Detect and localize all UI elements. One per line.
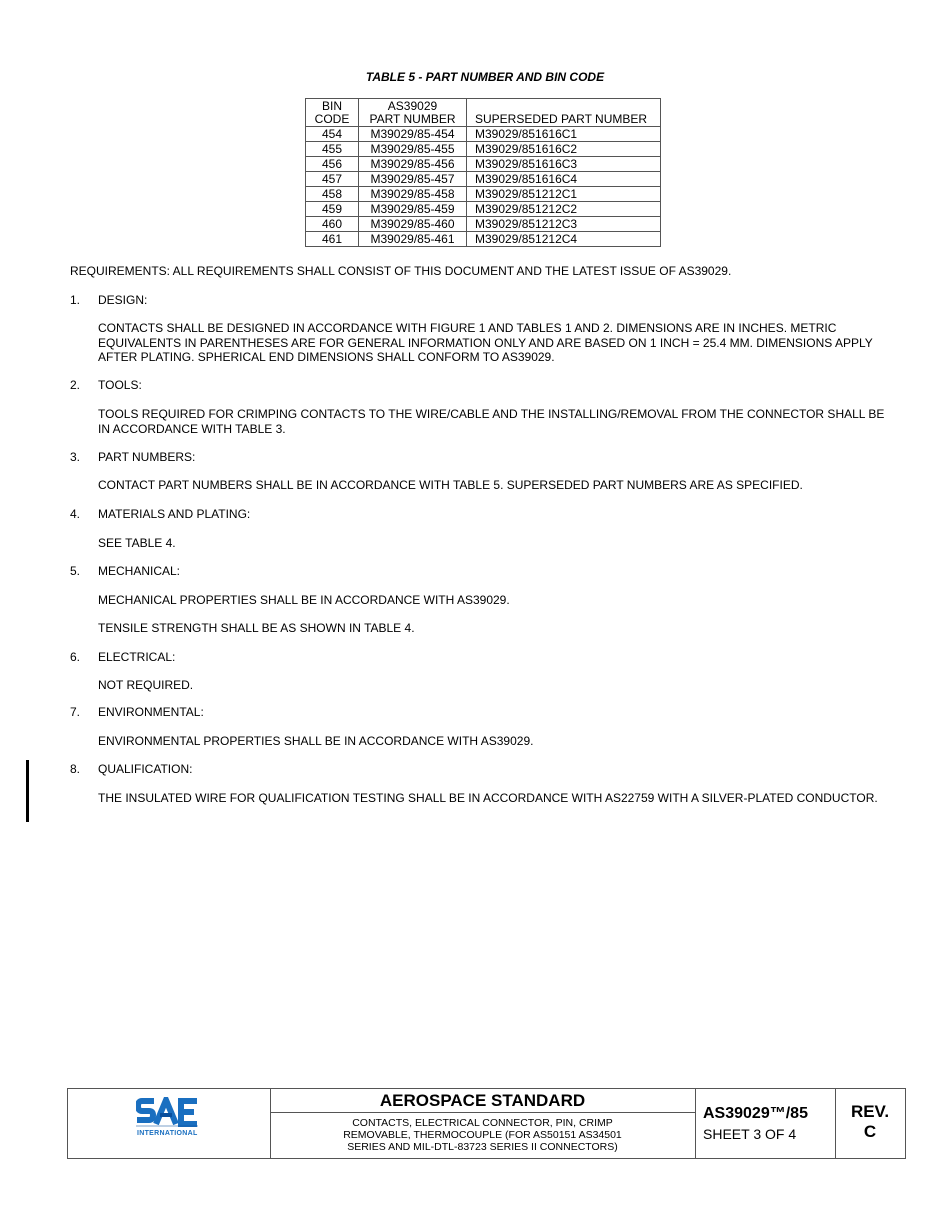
- description-line-3: SERIES AND MIL-DTL-83723 SERIES II CONNECTORS): [347, 1141, 618, 1153]
- table-row: [306, 142, 661, 157]
- table-row: [306, 217, 661, 232]
- part-number-cell: M39029/85-456: [359, 157, 467, 172]
- bin-code-cell: 460: [306, 217, 359, 232]
- section-paragraph: SEE TABLE 4.: [98, 536, 176, 550]
- header-bin-line2: CODE: [314, 112, 350, 126]
- section-paragraph: ENVIRONMENTAL PROPERTIES SHALL BE IN ACCORDANCE WITH AS39029.: [98, 734, 534, 748]
- part-number-cell: M39029/85-457: [359, 172, 467, 187]
- title-block: [67, 1088, 906, 1159]
- section-number: 5.: [70, 564, 81, 578]
- bin-code-cell: 454: [306, 127, 359, 142]
- section-heading: QUALIFICATION:: [98, 762, 193, 776]
- section-paragraph: NOT REQUIRED.: [98, 678, 194, 692]
- section-number: 6.: [70, 650, 81, 664]
- section-heading: TOOLS:: [98, 378, 142, 392]
- superseded-part-number-cell: M39029/851616C1: [467, 127, 661, 142]
- superseded-part-number-cell: M39029/851212C2: [467, 202, 661, 217]
- section-number: 1.: [70, 293, 81, 307]
- section-heading: ELECTRICAL:: [98, 650, 176, 664]
- revision-value: C: [863, 1122, 877, 1141]
- change-bar: [26, 760, 29, 822]
- bin-code-cell: 461: [306, 232, 359, 247]
- superseded-part-number-cell: M39029/851616C4: [467, 172, 661, 187]
- superseded-part-number-cell: M39029/851212C4: [467, 232, 661, 247]
- header-as-line2: PART NUMBER: [369, 112, 456, 126]
- part-number-cell: M39029/85-459: [359, 202, 467, 217]
- bin-code-cell: 456: [306, 157, 359, 172]
- header-bin-line1: BIN: [321, 99, 342, 113]
- description-line-2: REMOVABLE, THERMOCOUPLE (FOR AS50151 AS34501: [343, 1129, 622, 1141]
- revision-cell: [835, 1089, 905, 1158]
- logo-subtitle: INTERNATIONAL: [137, 1130, 198, 1137]
- table-row: [306, 187, 661, 202]
- section-number: 7.: [70, 705, 81, 719]
- section-paragraph: TENSILE STRENGTH SHALL BE AS SHOWN IN TABLE 4.: [98, 621, 415, 635]
- part-number-table: [305, 98, 661, 247]
- bin-code-cell: 457: [306, 172, 359, 187]
- part-number-cell: M39029/85-455: [359, 142, 467, 157]
- part-number-cell: M39029/85-460: [359, 217, 467, 232]
- header-as39029-part-number: [359, 99, 467, 127]
- section-number: 2.: [70, 378, 81, 392]
- header-bin-code: [306, 99, 359, 127]
- superseded-part-number-cell: M39029/851212C3: [467, 217, 661, 232]
- section-heading: PART NUMBERS:: [98, 450, 196, 464]
- requirements-statement: REQUIREMENTS: ALL REQUIREMENTS SHALL CONSIST OF THIS DOCUMENT AND THE LATEST ISSUE OF AS39029.: [70, 264, 732, 278]
- header-superseded-part-number: SUPERSEDED PART NUMBER: [467, 99, 661, 127]
- superseded-part-number-cell: M39029/851212C1: [467, 187, 661, 202]
- part-number-cell: M39029/85-458: [359, 187, 467, 202]
- section-paragraph: CONTACT PART NUMBERS SHALL BE IN ACCORDANCE WITH TABLE 5. SUPERSEDED PART NUMBERS ARE AS SPECIFIED.: [98, 478, 803, 492]
- table-row: [306, 157, 661, 172]
- table-header-row: [306, 99, 661, 127]
- superseded-part-number-cell: M39029/851616C2: [467, 142, 661, 157]
- section-paragraph: TOOLS REQUIRED FOR CRIMPING CONTACTS TO THE WIRE/CABLE AND THE INSTALLING/REMOVAL FROM THE CONNECTOR SHALL BE IN ACCORDANCE WITH TABLE 3.: [98, 407, 885, 436]
- standard-type: AEROSPACE STANDARD: [270, 1089, 695, 1113]
- section-heading: ENVIRONMENTAL:: [98, 705, 204, 719]
- table-row: [306, 127, 661, 142]
- document-number-cell: [695, 1089, 836, 1158]
- section-number: 4.: [70, 507, 81, 521]
- bin-code-cell: 459: [306, 202, 359, 217]
- document-description: [270, 1113, 695, 1153]
- section-number: 3.: [70, 450, 81, 464]
- section-paragraph: THE INSULATED WIRE FOR QUALIFICATION TESTING SHALL BE IN ACCORDANCE WITH AS22759 WITH A SILVER-PLATED CONDUCTOR.: [98, 791, 878, 805]
- section-heading: MECHANICAL:: [98, 564, 181, 578]
- section-heading: DESIGN:: [98, 293, 148, 307]
- part-number-cell: M39029/85-461: [359, 232, 467, 247]
- part-number-cell: M39029/85-454: [359, 127, 467, 142]
- section-paragraph: CONTACTS SHALL BE DESIGNED IN ACCORDANCE WITH FIGURE 1 AND TABLES 1 AND 2. DIMENSIONS ARE IN INCHES. METRIC EQUIVALENTS IN PARENTHESES ARE FOR GENERAL INFORMATION ONLY AND ARE BASED ON 1 INCH = 25.4 MM. DIMENSIONS APPLY AFTER PLATING. SPHERICAL END DIMENSIONS SHALL CONFORM TO AS39029.: [98, 321, 873, 364]
- document-number: AS39029™/85: [703, 1105, 808, 1122]
- table-row: [306, 172, 661, 187]
- bin-code-cell: 455: [306, 142, 359, 157]
- header-as-line1: AS39029: [387, 99, 438, 113]
- section-number: 8.: [70, 762, 81, 776]
- table-title: TABLE 5 - PART NUMBER AND BIN CODE: [365, 70, 605, 84]
- revision-label: REV.: [850, 1102, 890, 1121]
- logo-cell: [68, 1089, 271, 1158]
- section-heading: MATERIALS AND PLATING:: [98, 507, 251, 521]
- sae-logo-icon: [136, 1097, 200, 1133]
- table-row: [306, 202, 661, 217]
- superseded-part-number-cell: M39029/851616C3: [467, 157, 661, 172]
- title-cell: [270, 1089, 696, 1158]
- sheet-number: SHEET 3 OF 4: [703, 1126, 797, 1142]
- table-row: [306, 232, 661, 247]
- bin-code-cell: 458: [306, 187, 359, 202]
- description-line-1: CONTACTS, ELECTRICAL CONNECTOR, PIN, CRIMP: [352, 1117, 613, 1129]
- section-paragraph: MECHANICAL PROPERTIES SHALL BE IN ACCORDANCE WITH AS39029.: [98, 593, 510, 607]
